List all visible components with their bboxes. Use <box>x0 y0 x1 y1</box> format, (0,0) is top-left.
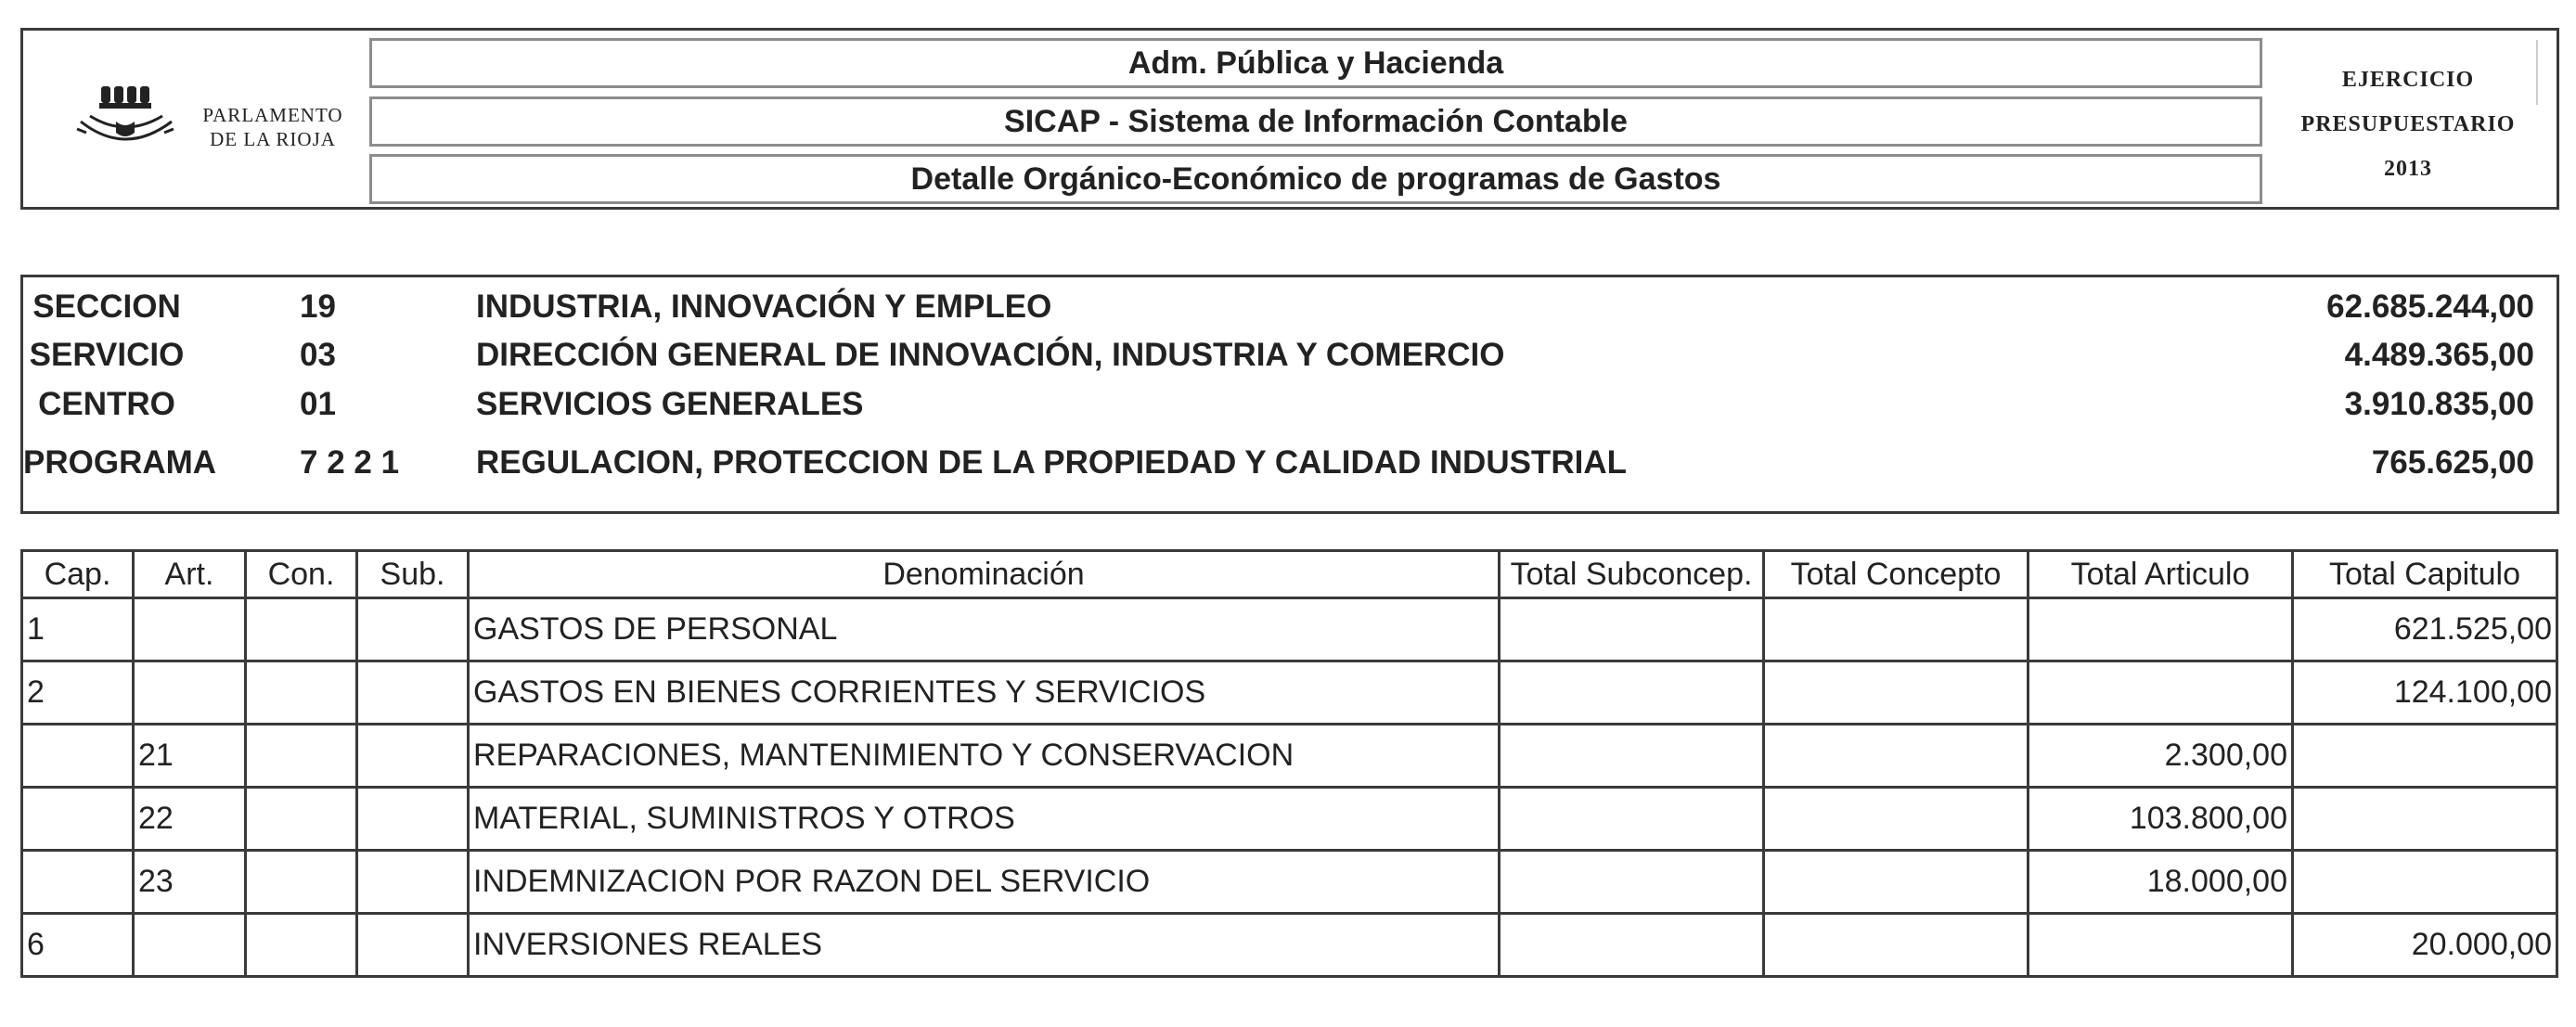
cell-denominacion: INDEMNIZACION POR RAZON DEL SERVICIO <box>469 851 1500 914</box>
column-header-total-capitulo: Total Capitulo <box>2293 551 2557 598</box>
column-header-total-concepto: Total Concepto <box>1764 551 2029 598</box>
cell-cap <box>22 788 134 851</box>
row-code: 01 <box>300 386 336 422</box>
logo-text <box>194 103 352 151</box>
cell-denominacion: GASTOS EN BIENES CORRIENTES Y SERVICIOS <box>469 661 1500 725</box>
row-amount: 62.685.244,00 <box>2326 289 2534 325</box>
cell-cap <box>22 851 134 914</box>
parliament-emblem-icon <box>73 84 185 168</box>
cell-cap: 6 <box>22 914 134 977</box>
cell-total-capitulo: 124.100,00 <box>2293 661 2557 725</box>
cell-cap: 2 <box>22 661 134 725</box>
cell-con <box>246 661 357 725</box>
row-description: REGULACION, PROTECCION DE LA PROPIEDAD Y CALIDAD INDUSTRIAL <box>476 444 1627 481</box>
cell-total-subconcepto <box>1500 661 1764 725</box>
logo-text-line1: PARLAMENTO <box>202 104 343 126</box>
row-code: 03 <box>300 337 336 373</box>
cell-total-capitulo <box>2293 788 2557 851</box>
cell-cap: 1 <box>22 598 134 661</box>
cell-con <box>246 598 357 661</box>
department-title: Adm. Pública y Hacienda <box>369 38 2262 88</box>
row-label: SECCION <box>32 289 181 325</box>
cell-sub <box>357 661 469 725</box>
ejercicio-label: EJERCICIO <box>2341 68 2475 92</box>
cell-con <box>246 788 357 851</box>
row-description: DIRECCIÓN GENERAL DE INNOVACIÓN, INDUSTRIA Y COMERCIO <box>476 337 1505 373</box>
column-header-art: Art. <box>134 551 246 598</box>
table-row <box>22 598 2557 661</box>
cell-sub <box>357 788 469 851</box>
cell-total-subconcepto <box>1500 914 1764 977</box>
report-title: Detalle Orgánico-Económico de programas de Gastos <box>369 154 2262 204</box>
servicio-row <box>23 337 2557 374</box>
row-amount: 4.489.365,00 <box>2344 337 2534 373</box>
table-header-row <box>22 551 2557 598</box>
cell-sub <box>357 725 469 788</box>
cell-total-capitulo <box>2293 725 2557 788</box>
cell-art <box>134 661 246 725</box>
table-row <box>22 851 2557 914</box>
cell-denominacion: INVERSIONES REALES <box>469 914 1500 977</box>
cell-total-capitulo: 20.000,00 <box>2293 914 2557 977</box>
cell-sub <box>357 914 469 977</box>
programa-row <box>23 444 2557 481</box>
column-header-total-articulo: Total Articulo <box>2029 551 2293 598</box>
cell-denominacion: REPARACIONES, MANTENIMIENTO Y CONSERVACION <box>469 725 1500 788</box>
expense-detail-table <box>20 549 2558 978</box>
row-amount: 3.910.835,00 <box>2344 386 2534 422</box>
column-header-con: Con. <box>246 551 357 598</box>
cell-total-articulo <box>2029 598 2293 661</box>
table-row <box>22 661 2557 725</box>
cell-con <box>246 851 357 914</box>
row-label: CENTRO <box>38 386 175 422</box>
centro-row <box>23 386 2557 423</box>
column-header-sub: Sub. <box>357 551 469 598</box>
cell-total-concepto <box>1764 851 2029 914</box>
cell-con <box>246 725 357 788</box>
table-row <box>22 725 2557 788</box>
cell-denominacion: MATERIAL, SUMINISTROS Y OTROS <box>469 788 1500 851</box>
cell-total-articulo <box>2029 661 2293 725</box>
system-title: SICAP - Sistema de Información Contable <box>369 96 2262 147</box>
cell-total-articulo: 2.300,00 <box>2029 725 2293 788</box>
report-header <box>20 28 2559 210</box>
cell-art <box>134 914 246 977</box>
seccion-row <box>23 289 2557 326</box>
row-amount: 765.625,00 <box>2371 444 2534 481</box>
cell-art: 22 <box>134 788 246 851</box>
presupuestario-label: PRESUPUESTARIO <box>2300 112 2516 136</box>
cell-total-concepto <box>1764 661 2029 725</box>
budget-classification <box>20 275 2559 514</box>
cell-total-articulo <box>2029 914 2293 977</box>
cell-total-subconcepto <box>1500 725 1764 788</box>
row-code: 7 2 2 1 <box>300 444 400 481</box>
logo-text-line2: DE LA RIOJA <box>210 128 336 150</box>
column-header-denominacion: Denominación <box>469 551 1500 598</box>
cell-total-subconcepto <box>1500 851 1764 914</box>
cell-total-capitulo <box>2293 851 2557 914</box>
fiscal-year: 2013 <box>2384 157 2432 181</box>
cell-total-subconcepto <box>1500 598 1764 661</box>
cell-art: 23 <box>134 851 246 914</box>
cell-total-capitulo: 621.525,00 <box>2293 598 2557 661</box>
row-description: INDUSTRIA, INNOVACIÓN Y EMPLEO <box>476 289 1052 325</box>
table-row <box>22 788 2557 851</box>
row-code: 19 <box>300 289 336 325</box>
cell-total-concepto <box>1764 598 2029 661</box>
column-header-total-subconcepto: Total Subconcep. <box>1500 551 1764 598</box>
cell-total-articulo: 18.000,00 <box>2029 851 2293 914</box>
row-label: PROGRAMA <box>23 444 217 481</box>
cell-total-articulo: 103.800,00 <box>2029 788 2293 851</box>
parlamento-logo <box>55 84 352 168</box>
cell-total-subconcepto <box>1500 788 1764 851</box>
cell-sub <box>357 598 469 661</box>
cell-art <box>134 598 246 661</box>
cell-denominacion: GASTOS DE PERSONAL <box>469 598 1500 661</box>
cell-total-concepto <box>1764 725 2029 788</box>
cell-cap <box>22 725 134 788</box>
cell-art: 21 <box>134 725 246 788</box>
row-label: SERVICIO <box>29 337 185 373</box>
column-header-cap: Cap. <box>22 551 134 598</box>
row-description: SERVICIOS GENERALES <box>476 386 864 422</box>
cell-sub <box>357 851 469 914</box>
cell-con <box>246 914 357 977</box>
cell-total-concepto <box>1764 788 2029 851</box>
cell-total-concepto <box>1764 914 2029 977</box>
table-row <box>22 914 2557 977</box>
